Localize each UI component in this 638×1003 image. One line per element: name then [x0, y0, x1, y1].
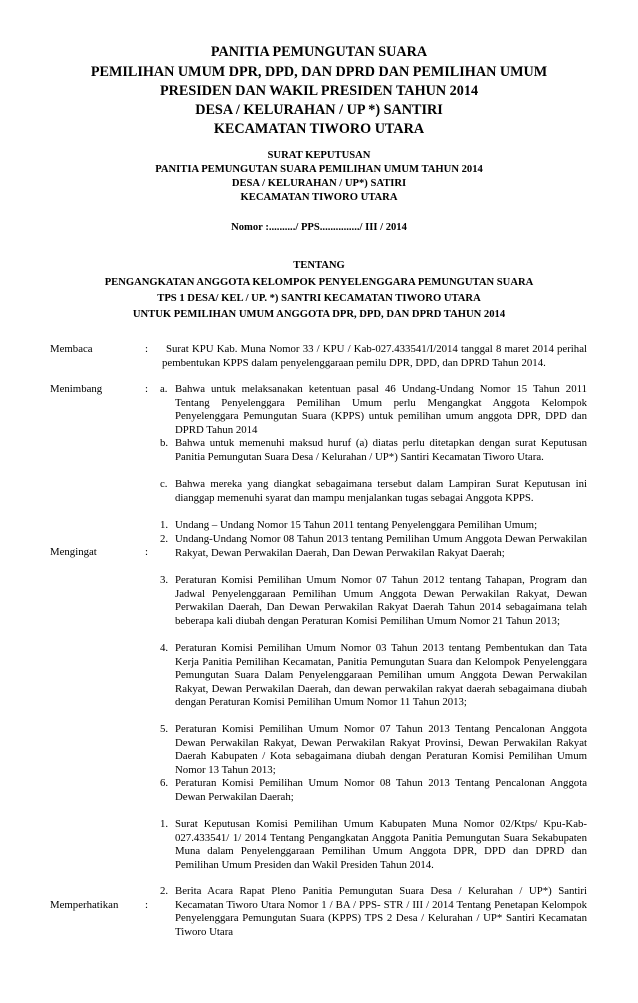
decree-line: PANITIA PEMUNGUTAN SUARA PEMILIHAN UMUM TAHUN 2014	[155, 164, 483, 175]
subject-heading: TENTANG	[293, 260, 345, 271]
item-marker: 2.	[160, 885, 169, 897]
decree-line: SURAT KEPUTUSAN	[267, 150, 371, 161]
subject-line: PENGANGKATAN ANGGOTA KELOMPOK PENYELENGGARA PEMUNGUTAN SUARA	[104, 277, 534, 288]
item-text: Surat Keputusan Komisi Pemilihan Umum Kabupaten Muna Nomor 02/Ktps/ Kpu-Kab-027.433541/ 1/ 2014 Tentang Pengangkatan Anggota Panitia Pemungutan Suara Sekabupaten Muna dalam Penyelenggaraan Pemilihan Umum Anggota DPR, DPD dan DPRD dan Pemilihan Umum Presiden dan Wakil Presiden Tahun 2014.	[175, 818, 587, 871]
item-text: Peraturan Komisi Pemilihan Umum Nomor 08 Tahun 2013 Tentang Pencalonan Anggota Dewan Perwakilan Daerah;	[175, 777, 587, 803]
item-text: Peraturan Komisi Pemilihan Umum Nomor 07 Tahun 2013 Tentang Pencalonan Anggota Dewan Perwakilan Rakyat, Dewan Perwakilan Rakyat Provinsi, Dewan Perwakilan Rakyat Daerah Kabupaten / Kota sebagaimana diubah dengan Peraturan Komisi Pemilihan Umum Nomor 13 Tahun 2013;	[175, 723, 587, 776]
item-marker: b.	[160, 437, 169, 449]
subject-line: TPS 1 DESA/ KEL / UP. *) SANTRI KECAMATAN TIWORO UTARA	[157, 293, 481, 304]
decree-number: Nomor :........../ PPS.............../ III / 2014	[231, 222, 407, 233]
list-item	[160, 818, 587, 872]
header-line: PANITIA PEMUNGUTAN SUARA	[210, 44, 428, 60]
item-marker: 5.	[160, 723, 169, 735]
list-item	[160, 723, 587, 777]
section-colon: :	[145, 343, 148, 355]
membaca-text: Surat KPU Kab. Muna Nomor 33 / KPU / Kab-027.433541/I/2014 tanggal 8 maret 2014 perihal pembentukan KPPS dalam penyelenggaraan pemilu DPR, DPD, dan DPRD Tahun 2014.	[162, 343, 587, 369]
header-line: PEMILIHAN UMUM DPR, DPD, DAN DPRD DAN PEMILIHAN UMUM	[90, 64, 548, 80]
item-text: Undang – Undang Nomor 15 Tahun 2011 tentang Penyelenggara Pemilihan Umum;	[175, 519, 538, 531]
section-label: Memperhatikan	[50, 899, 119, 911]
subject-line: UNTUK PEMILIHAN UMUM ANGGOTA DPR, DPD, DAN DPRD TAHUN 2014	[132, 309, 506, 320]
item-text: Peraturan Komisi Pemilihan Umum Nomor 03 Tahun 2013 tentang Pembentukan dan Tata Kerja Panitia Pemilihan Kecamatan, Panitia Pemungutan Suara dan Kelompok Penyelenggara Pemungutan Suara Dalam Penyelenggaraan Pemilihan umum Anggota Dewan Perwakilan Rakyat, Dewan Perwakilan Daerah, dan dewan perwakilan rakyat daerah sebagaimana diubah dengan Peraturan Komisi Pemilihan Umum Nomor 11 Tahun 2013;	[175, 642, 587, 708]
list-item	[160, 478, 587, 505]
item-text: Berita Acara Rapat Pleno Panitia Pemungutan Suara Desa / Kelurahan / UP*) Santiri Kecamatan Tiworo Utara Nomor 1 / BA / PPS- STR / III / 2014 Tentang Penetapan Kelompok Penyelenggara Pemungutan Suara (KPPS) TPS 2 Desa / Kelurahan / UP* Santiri Kecamatan Tiworo Utara	[175, 885, 587, 938]
list-item	[160, 533, 587, 560]
list-item	[160, 574, 587, 628]
header-line: DESA / KELURAHAN / UP *) SANTIRI	[195, 102, 443, 118]
item-text: Bahwa untuk memenuhi maksud huruf (a) diatas perlu ditetapkan dengan surat Keputusan Panitia Pemungutan Suara Desa / Kelurahan / UP*) Santiri Kecamatan Tiworo Utara.	[175, 437, 587, 463]
section-label: Mengingat	[50, 546, 97, 558]
section-colon: :	[145, 546, 148, 558]
item-marker: 3.	[160, 574, 169, 586]
decree-line: KECAMATAN TIWORO UTARA	[240, 192, 398, 203]
item-marker: 1.	[160, 519, 169, 531]
list-item	[160, 437, 587, 464]
section-label: Menimbang	[50, 383, 103, 395]
item-text: Peraturan Komisi Pemilihan Umum Nomor 07 Tahun 2012 tentang Tahapan, Program dan Jadwal Penyelenggaraan Pemilihan Umum Anggota Dewan Perwakilan Rakyat, Dewan Perwakilan Daerah, Dan Dewan Perwakilan Rakyat Daerah Tahun 2014 sebagaimana telah beberapa kali diubah dengan Peraturan Komisi Pemilihan Umum Nomor 21 Tahun 2013;	[175, 574, 587, 627]
section-colon: :	[145, 383, 148, 395]
item-marker: 2.	[160, 533, 169, 545]
section-colon: :	[145, 899, 148, 911]
list-item	[160, 519, 587, 533]
list-item	[160, 885, 587, 939]
item-marker: 1.	[160, 818, 169, 830]
item-marker: 6.	[160, 777, 169, 789]
item-text: Bahwa mereka yang diangkat sebagaimana tersebut dalam Lampiran Surat Keputusan ini dianggap memenuhi syarat dan mampu menjalankan tugas sebagai Anggota KPPS.	[175, 478, 587, 504]
list-item	[160, 642, 587, 710]
header-line: PRESIDEN DAN WAKIL PRESIDEN TAHUN 2014	[159, 83, 479, 99]
item-marker: c.	[160, 478, 168, 490]
section-label: Membaca	[50, 343, 93, 355]
list-item	[160, 383, 587, 437]
decree-line: DESA / KELURAHAN / UP*) SATIRI	[231, 178, 407, 189]
item-text: Bahwa untuk melaksanakan ketentuan pasal 46 Undang-Undang Nomor 15 Tahun 2011 Tentang Penyelenggara Pemilihan Umum perlu Mengangkat Anggota Kelompok Penyelenggara Pemungutan Suara (KPPS) untuk pemilihan umum anggota DPR, DPD dan DPRD Tahun 2014	[175, 383, 587, 436]
header-line: KECAMATAN TIWORO UTARA	[213, 121, 425, 137]
list-item	[160, 777, 587, 804]
item-marker: 4.	[160, 642, 169, 654]
item-marker: a.	[160, 383, 168, 395]
item-text: Undang-Undang Nomor 08 Tahun 2013 tentang Pemilihan Umum Anggota Dewan Perwakilan Rakyat, Dewan Perwakilan Daerah, Dan Dewan Perwakilan Rakyat Daerah;	[175, 533, 587, 559]
